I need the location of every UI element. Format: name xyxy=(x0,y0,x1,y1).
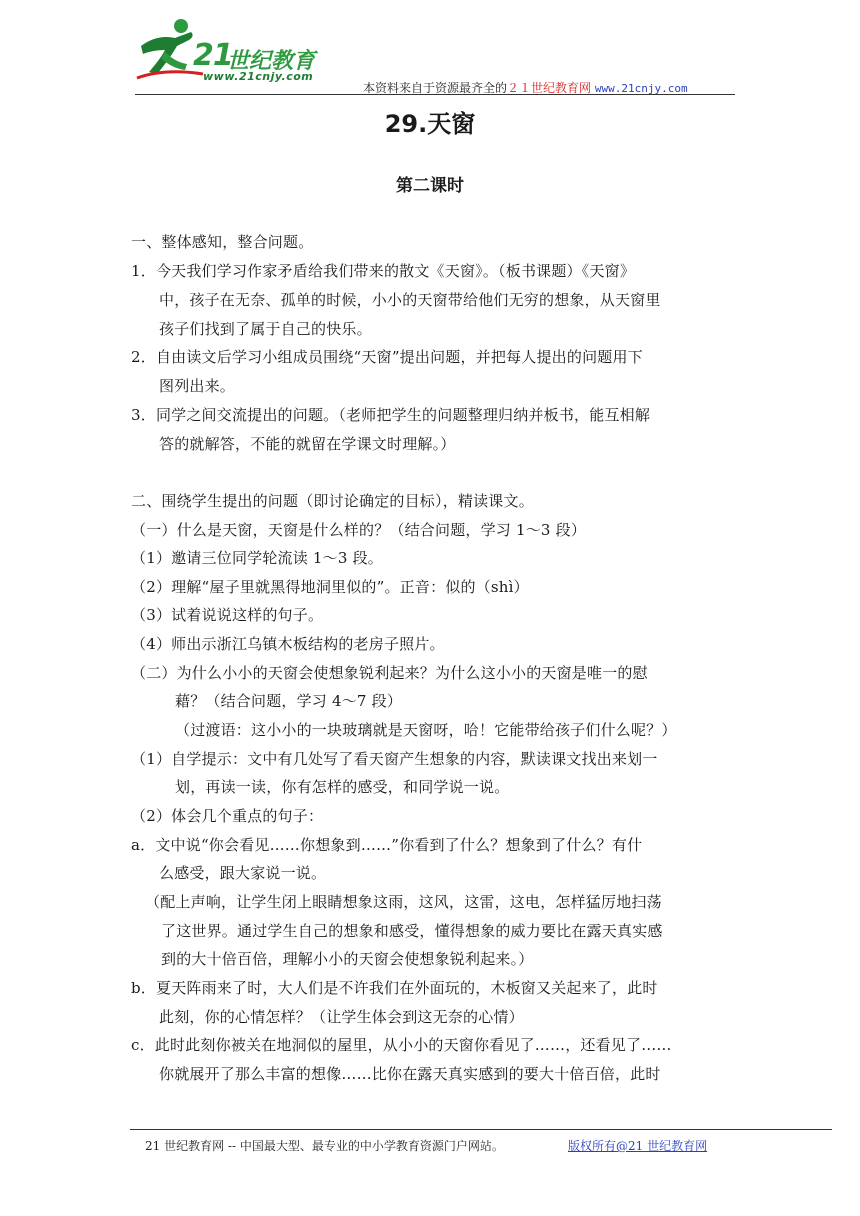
body-line: 图列出来。 xyxy=(159,377,236,395)
footer-divider xyxy=(130,1129,832,1130)
logo-text: 世纪教育 xyxy=(227,49,316,74)
page-subtitle: 第二课时 xyxy=(396,176,464,196)
body-line: （3）试着说说这样的句子。 xyxy=(131,606,324,624)
header-brand-link[interactable]: ２１世纪教育网 xyxy=(507,81,592,95)
body-line: （1）自学提示：文中有几处写了看天窗产生想象的内容，默读课文找出来划一 xyxy=(131,750,658,768)
body-line: 藉？（结合问题，学习 4～7 段） xyxy=(175,692,403,710)
body-line: b．夏天阵雨来了时，大人们是不许我们在外面玩的，木板窗又关起来了，此时 xyxy=(131,979,658,997)
body-line: （2）体会几个重点的句子： xyxy=(131,807,324,825)
body-line: 么感受，跟大家说一说。 xyxy=(159,864,327,882)
body-line: 2．自由读文后学习小组成员围绕“天窗”提出问题，并把每人提出的问题用下 xyxy=(131,348,643,366)
body-line: 了这世界。通过学生自己的想象和感受，懂得想象的威力要比在露天真实感 xyxy=(161,922,663,940)
body-line: 此刻，你的心情怎样？（让学生体会到这无奈的心情） xyxy=(159,1008,524,1026)
header-url-link[interactable]: www.21cnjy.com xyxy=(594,82,688,95)
body-line: 3．同学之间交流提出的问题。（老师把学生的问题整理归纳并板书，能互相解 xyxy=(131,406,651,424)
body-line: （4）师出示浙江乌镇木板结构的老房子照片。 xyxy=(131,635,445,653)
header-divider xyxy=(135,94,735,95)
body-line: 中，孩子在无奈、孤单的时候，小小的天窗带给他们无穷的想象，从天窗里 xyxy=(159,291,661,309)
body-line: （配上声响，让学生闭上眼睛想象这雨，这风，这雷，这电，怎样猛厉地扫荡 xyxy=(145,893,662,911)
logo xyxy=(135,12,335,84)
body-line: 二、围绕学生提出的问题（即讨论确定的目标），精读课文。 xyxy=(131,492,534,510)
body-line: 划，再读一读，你有怎样的感受，和同学说一说。 xyxy=(175,778,510,796)
body-line: （过渡语：这小小的一块玻璃就是天窗呀，哈！它能带给孩子们什么呢？） xyxy=(175,721,677,739)
header-notice-prefix: 本资料来自于资源最齐全的 xyxy=(363,81,508,95)
body-line: （2）理解“屋子里就黑得地洞里似的”。正音：似的（shì） xyxy=(131,578,529,596)
body-line: （二）为什么小小的天窗会使想象锐利起来？为什么这小小的天窗是唯一的慰 xyxy=(131,664,648,682)
logo-url: www.21cnjy.com xyxy=(203,70,314,83)
page-title: 29.天窗 xyxy=(384,110,476,138)
page-header xyxy=(135,12,735,95)
logo-number: 21 xyxy=(193,38,233,73)
body-line: c．此时此刻你被关在地洞似的屋里，从小小的天窗你看见了……，还看见了…… xyxy=(131,1036,672,1054)
footer-text: 21 世纪教育网 -- 中国最大型、最专业的中小学教育资源门户网站。 xyxy=(145,1139,504,1153)
body-line: 到的大十倍百倍，理解小小的天窗会使想象锐利起来。） xyxy=(161,950,534,968)
body-line: 你就展开了那么丰富的想像……比你在露天真实感到的要大十倍百倍，此时 xyxy=(159,1065,661,1083)
body-line: 一、整体感知，整合问题。 xyxy=(131,233,314,251)
body-line: 孩子们找到了属于自己的快乐。 xyxy=(159,320,372,338)
body-line: a．文中说“你会看见……你想象到……”你看到了什么？想象到了什么？有什 xyxy=(131,836,643,854)
footer-copyright-link[interactable]: 版权所有@21 世纪教育网 xyxy=(568,1139,708,1153)
body-line: 1．今天我们学习作家矛盾给我们带来的散文《天窗》。（板书课题）《天窗》 xyxy=(131,262,636,280)
body-line: （1）邀请三位同学轮流读 1～3 段。 xyxy=(131,549,383,567)
body-line: （一）什么是天窗，天窗是什么样的？（结合问题，学习 1～3 段） xyxy=(131,521,587,539)
body-line: 答的就解答，不能的就留在学课文时理解。） xyxy=(159,435,456,453)
